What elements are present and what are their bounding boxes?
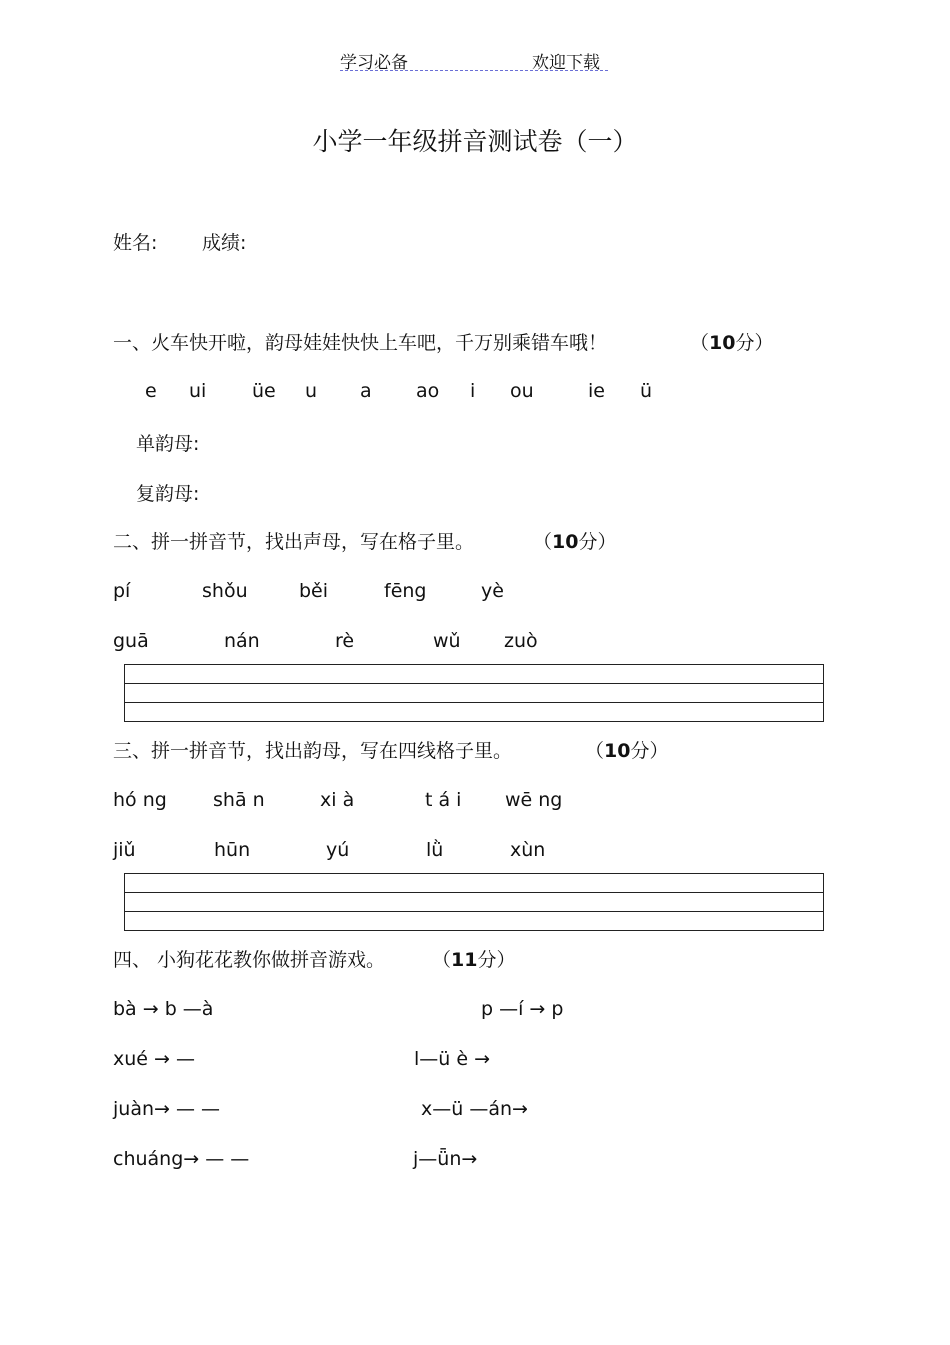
q3-syllable: hūn: [214, 839, 251, 861]
q1-item: ü: [640, 380, 653, 402]
q1-score: （10分）: [690, 332, 774, 354]
q3-syllable: xùn: [510, 839, 546, 861]
q3-syllable: xi à: [320, 789, 355, 811]
page-title: 小学一年级拼音测试卷（一）: [312, 127, 638, 156]
q2-syllable: wǔ: [433, 630, 461, 652]
q2-writing-grid[interactable]: [124, 664, 824, 722]
q2-syllable: rè: [335, 630, 355, 652]
q2-syllable: zuò: [504, 630, 538, 652]
q4-heading: 四、 小狗花花教你做拼音游戏。: [113, 949, 386, 971]
q1-item: e: [145, 380, 157, 402]
q4-exercise: p —í → p: [481, 998, 564, 1020]
q1-item: a: [360, 380, 372, 402]
header-left: 学习必备: [340, 53, 408, 73]
q1-single-label: 单韵母:: [136, 433, 200, 455]
q4-exercise: juàn→ — —: [113, 1098, 221, 1120]
q3-score: （10分）: [585, 740, 669, 762]
q1-item: ao: [416, 380, 440, 402]
q4-exercise: x—ü —án→: [421, 1098, 528, 1120]
q4-exercise: l—ü è →: [414, 1048, 491, 1070]
q3-syllable: hó ng: [113, 789, 167, 811]
header-underline: [340, 70, 608, 71]
q3-syllable: lǜ: [426, 839, 444, 861]
q3-syllable: jiǔ: [113, 839, 136, 861]
q2-score: （10分）: [533, 531, 617, 553]
q3-heading: 三、拼一拼音节，找出韵母，写在四线格子里。: [113, 740, 513, 762]
q2-syllable: guā: [113, 630, 149, 652]
score-label: 成绩:: [202, 232, 247, 254]
header-right: 欢迎下载: [532, 53, 600, 73]
q4-exercise: chuáng→ — —: [113, 1148, 250, 1170]
q1-item: ie: [588, 380, 605, 402]
q2-syllable: fēng: [384, 580, 427, 602]
q1-item: üe: [252, 380, 276, 402]
q4-score: （11分）: [432, 949, 516, 971]
q2-syllable: pí: [113, 580, 131, 602]
q2-heading: 二、拼一拼音节，找出声母，写在格子里。: [113, 531, 475, 553]
q1-item: ou: [510, 380, 534, 402]
q1-item: i: [470, 380, 476, 402]
q2-syllable: shǒu: [202, 580, 248, 602]
q2-syllable: běi: [299, 580, 329, 602]
q4-exercise: xué → —: [113, 1048, 195, 1070]
q1-item: ui: [189, 380, 207, 402]
q1-item: u: [305, 380, 318, 402]
q2-syllable: yè: [481, 580, 504, 602]
q3-syllable: t á i: [425, 789, 462, 811]
q4-exercise: bà → b —à: [113, 998, 214, 1020]
q3-four-line-grid[interactable]: [124, 873, 824, 931]
q3-syllable: yú: [326, 839, 350, 861]
q1-compound-label: 复韵母:: [136, 483, 200, 505]
q3-syllable: shā n: [213, 789, 265, 811]
q3-syllable: wē ng: [505, 789, 563, 811]
q4-exercise: j—ǖn→: [413, 1148, 478, 1170]
q2-syllable: nán: [224, 630, 260, 652]
q1-heading: 一、火车快开啦，韵母娃娃快快上车吧，千万别乘错车哦！: [113, 332, 608, 354]
name-label: 姓名:: [113, 232, 158, 254]
